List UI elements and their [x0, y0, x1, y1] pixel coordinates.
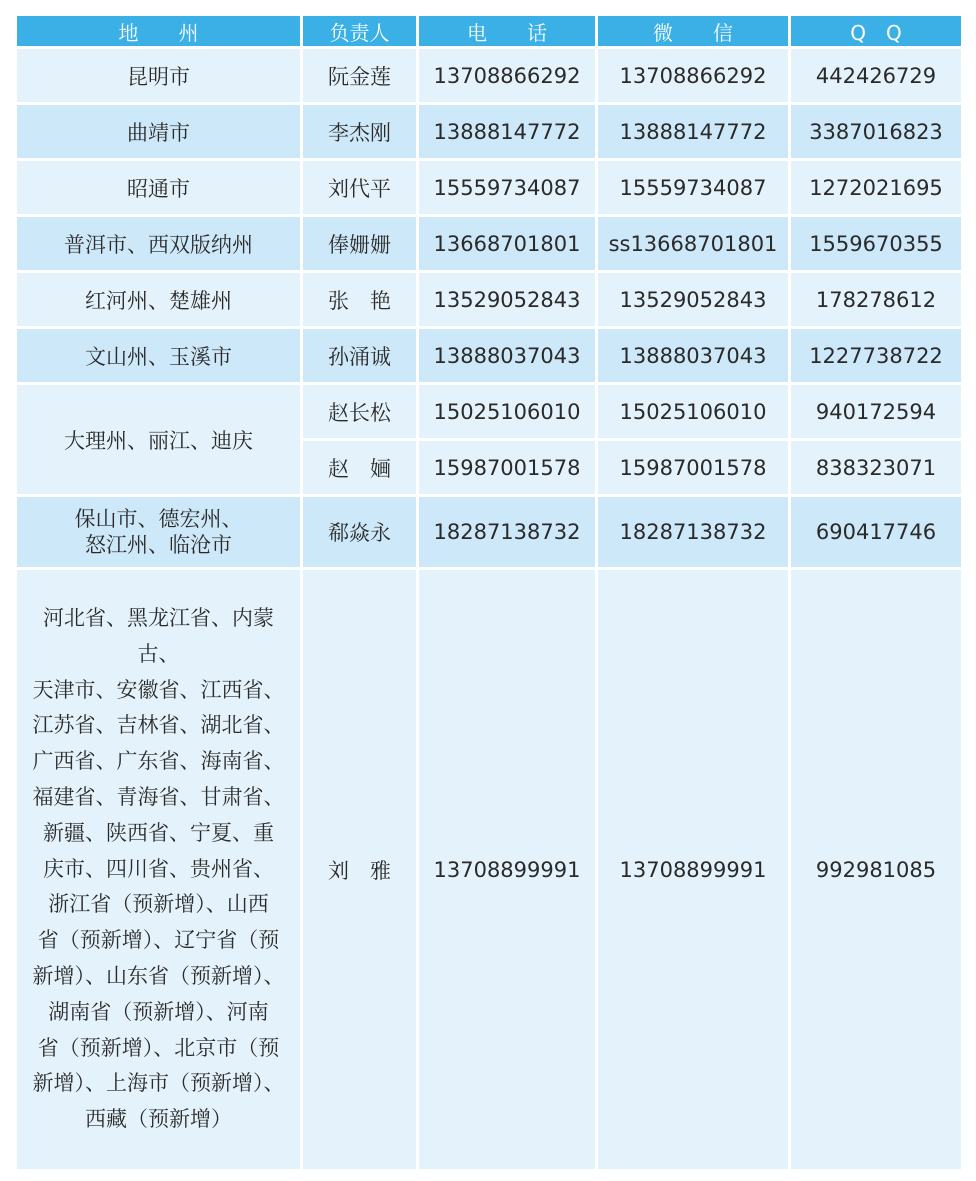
person-cell: 刘 雅 [303, 570, 416, 1169]
region-line: 天津市、安徽省、江西省、 [32, 677, 285, 702]
phone-cell: 13668701801 [419, 217, 595, 270]
region-line: 省（预新增）、北京市（预 [37, 1035, 280, 1060]
region-cell: 普洱市、西双版纳州 [17, 217, 300, 270]
header-phone: 电 话 [419, 16, 595, 46]
phone-cell: 13708866292 [419, 49, 595, 102]
table-row [17, 385, 961, 438]
region-line: 新增）、山东省（预新增）、 [32, 963, 285, 988]
region-line: 西藏（预新增） [85, 1107, 232, 1132]
qq-cell: 838323071 [791, 441, 961, 494]
phone-cell: 15987001578 [419, 441, 595, 494]
wechat-cell: 15025106010 [598, 385, 788, 438]
header-qq: Q Q [791, 16, 961, 46]
region-cell: 昆明市 [17, 49, 300, 102]
region-cell: 文山州、玉溪市 [17, 329, 300, 382]
table-row [17, 570, 961, 1169]
qq-cell: 442426729 [791, 49, 961, 102]
wechat-cell: 13888147772 [598, 105, 788, 158]
person-cell: 孙涌诚 [303, 329, 416, 382]
phone-cell: 15559734087 [419, 161, 595, 214]
person-cell: 李杰刚 [303, 105, 416, 158]
phone-cell: 13888037043 [419, 329, 595, 382]
region-line: 广西省、广东省、海南省、 [32, 749, 285, 774]
header-wechat: 微 信 [598, 16, 788, 46]
region-cell: 大理州、丽江、迪庆 [17, 385, 300, 494]
region-line: 新增）、上海市（预新增）、 [32, 1071, 285, 1096]
wechat-cell: 13708899991 [598, 570, 788, 1169]
wechat-cell: 13708866292 [598, 49, 788, 102]
wechat-cell: ss13668701801 [598, 217, 788, 270]
region-list [17, 601, 300, 1138]
region-line: 浙江省（预新增）、山西 [48, 892, 269, 917]
person-cell: 张 艳 [303, 273, 416, 326]
table-header-row [17, 16, 961, 46]
person-cell: 赵长松 [303, 385, 416, 438]
region-cell: 曲靖市 [17, 105, 300, 158]
contact-table [14, 13, 964, 1172]
region-line: 江苏省、吉林省、湖北省、 [32, 713, 285, 738]
wechat-cell: 13888037043 [598, 329, 788, 382]
person-cell: 阮金莲 [303, 49, 416, 102]
region-line: 福建省、青海省、甘肃省、 [32, 785, 285, 809]
region-line: 湖南省（预新增）、河南 [48, 999, 269, 1024]
person-cell: 俸姗姗 [303, 217, 416, 270]
phone-cell: 13529052843 [419, 273, 595, 326]
person-cell: 郗焱永 [303, 497, 416, 567]
wechat-cell: 18287138732 [598, 497, 788, 567]
region-line: 庆市、四川省、贵州省、 [43, 856, 274, 881]
region-line: 保山市、德宏州、 [74, 507, 243, 531]
table-row [17, 329, 961, 382]
table-row [17, 273, 961, 326]
region-line: 河北省、黑龙江省、内蒙古、 [43, 606, 274, 666]
phone-cell: 15025106010 [419, 385, 595, 438]
table-row [17, 161, 961, 214]
wechat-cell: 13529052843 [598, 273, 788, 326]
region-cell: 昭通市 [17, 161, 300, 214]
phone-cell: 13708899991 [419, 570, 595, 1169]
region-cell: 红河州、楚雄州 [17, 273, 300, 326]
qq-cell: 690417746 [791, 497, 961, 567]
person-cell: 赵 婳 [303, 441, 416, 494]
region-line: 新疆、陕西省、宁夏、重 [43, 820, 274, 845]
phone-cell: 18287138732 [419, 497, 595, 567]
wechat-cell: 15987001578 [598, 441, 788, 494]
table-row [17, 105, 961, 158]
qq-cell: 1272021695 [791, 161, 961, 214]
table-row [17, 49, 961, 102]
header-person: 负责人 [303, 16, 416, 46]
region-cell [17, 497, 300, 567]
region-cell [17, 570, 300, 1169]
qq-cell: 940172594 [791, 385, 961, 438]
region-line: 怒江州、临沧市 [85, 533, 232, 557]
wechat-cell: 15559734087 [598, 161, 788, 214]
table-row [17, 217, 961, 270]
qq-cell: 992981085 [791, 570, 961, 1169]
qq-cell: 3387016823 [791, 105, 961, 158]
region-line: 省（预新增）、辽宁省（预 [37, 928, 280, 953]
header-region: 地 州 [17, 16, 300, 46]
qq-cell: 1227738722 [791, 329, 961, 382]
phone-cell: 13888147772 [419, 105, 595, 158]
qq-cell: 178278612 [791, 273, 961, 326]
qq-cell: 1559670355 [791, 217, 961, 270]
person-cell: 刘代平 [303, 161, 416, 214]
table-row [17, 497, 961, 567]
